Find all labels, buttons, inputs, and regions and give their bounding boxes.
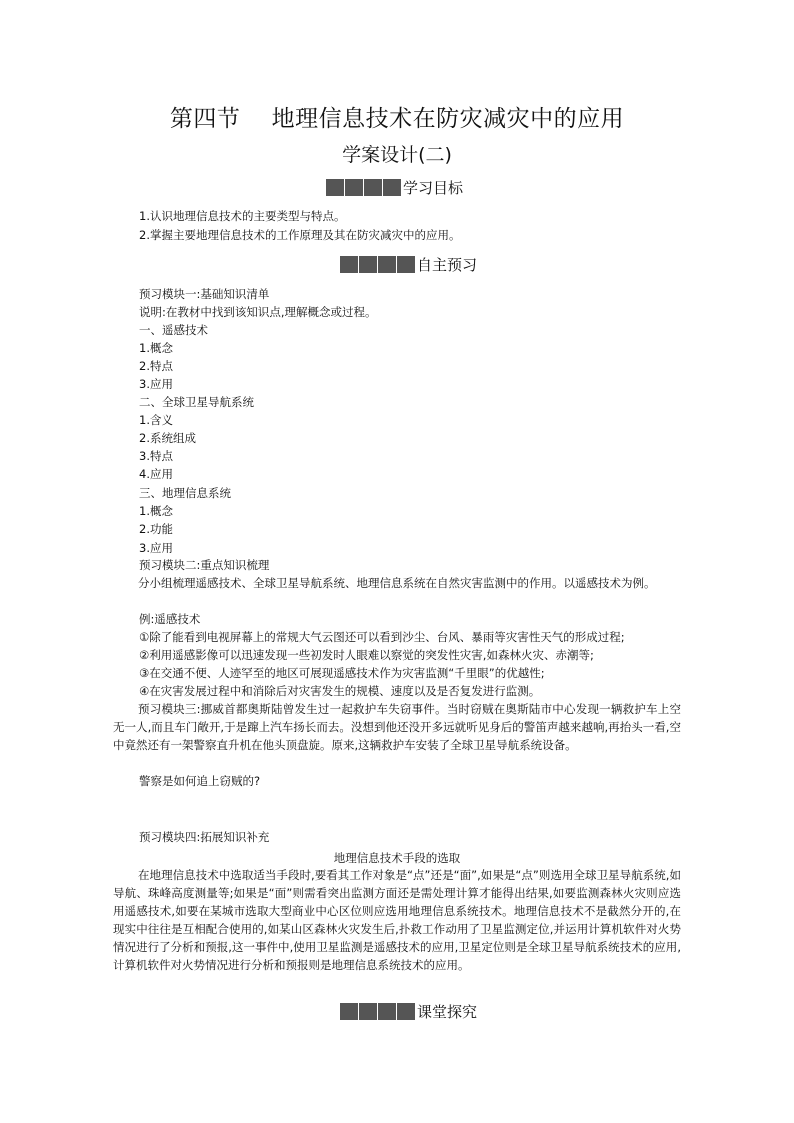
list-item: ④在灾害发展过程中和消除后对灾害发生的规模、速度以及是否复发进行监测。: [139, 684, 541, 698]
subsection-title: 地理信息技术手段的选取: [333, 851, 461, 865]
section-label: 自主预习: [417, 255, 478, 274]
topic-heading: 二、全球卫星导航系统: [139, 395, 254, 409]
module-heading: 预习模块一:基础知识清单: [139, 287, 270, 301]
example-label: 例:遥感技术: [139, 612, 201, 626]
module-heading: 预习模块二:重点知识梳理: [139, 558, 270, 572]
list-item: ①除了能看到电视屏幕上的常规大气云图还可以看到沙尘、台风、暴雨等灾害性天气的形成过程;: [139, 630, 625, 644]
goal-item: 2.掌握主要地理信息技术的工作原理及其在防灾减灾中的应用。: [139, 228, 461, 242]
paragraph: 分小组梳理遥感技术、全球卫星导航系统、地理信息系统在自然灾害监测中的作用。以遥感技术为例。: [138, 576, 656, 590]
section-label: 学习目标: [403, 178, 464, 197]
topic-item: 1.含义: [139, 413, 173, 427]
topic-item: 3.应用: [139, 541, 173, 555]
section-header-preview: [340, 254, 477, 274]
goal-item: 1.认识地理信息技术的主要类型与特点。: [139, 209, 346, 223]
section-header-explore: [340, 1001, 477, 1021]
list-item: ③在交通不便、人迹罕至的地区可展现遥感技术作为灾害监测“千里眼”的优越性;: [139, 666, 545, 680]
question-text: 警察是如何追上窃贼的?: [139, 774, 261, 788]
note-text: 说明:在教材中找到该知识点,理解概念或过程。: [139, 305, 377, 319]
paragraph: 预习模块三:挪威首都奥斯陆曾发生过一起救护车失窃事件。当时窃贼在奥斯陆市中心发现一辆救护车上空无一人,而且车门敞开,于是蹿上汽车扬长而去。没想到他还没开多远就听见身后的警笛声越来越响,再抬头一看,空中竟然还有一架警察直升机在他头顶盘旋。原来,这辆救护车安装了全球卫星导航系统设备。: [113, 702, 681, 752]
section-marker-icon: [326, 179, 401, 196]
topic-heading: 三、地理信息系统: [139, 486, 231, 500]
topic-item: 3.应用: [139, 377, 173, 391]
section-header-goals: [326, 177, 463, 197]
topic-heading: 一、遥感技术: [139, 323, 208, 337]
topic-item: 3.特点: [139, 449, 173, 463]
topic-item: 1.概念: [139, 341, 173, 355]
module-heading: 预习模块四:拓展知识补充: [139, 830, 270, 844]
topic-item: 2.功能: [139, 522, 173, 536]
section-marker-icon: [340, 1003, 415, 1020]
page-title: 第四节 地理信息技术在防灾减灾中的应用: [169, 106, 625, 132]
section-label: 课堂探究: [417, 1002, 478, 1021]
topic-item: 1.概念: [139, 504, 173, 518]
page-subtitle: 学案设计(二): [342, 144, 452, 166]
topic-item: 4.应用: [139, 467, 173, 481]
topic-item: 2.特点: [139, 359, 173, 373]
paragraph: 在地理信息技术中选取适当手段时,要看其工作对象是“点”还是“面”,如果是“点”则选用全球卫星导航系统,如导航、珠峰高度测量等;如果是“面”则需看突出监测方面还是需处理计算才能得出结果,如要监测森林火灾则应选用遥感技术,如要在某城市选取大型商业中心区位则应选用地理信息系统技术。地理信息技术不是截然分开的,在现实中往往是互相配合使用的,如某山区森林火灾发生后,扑救工作动用了卫星监测定位,并运用计算机软件对火势情况进行了分析和预报,这一事件中,使用卫星监测是遥感技术的应用,卫星定位则是全球卫星导航系统技术的应用,计算机软件对火势情况进行分析和预报则是地理信息系统技术的应用。: [113, 868, 681, 972]
list-item: ②利用遥感影像可以迅速发现一些初发时人眼难以察觉的突发性灾害,如森林火灾、赤潮等;: [139, 648, 594, 662]
section-marker-icon: [340, 256, 415, 273]
topic-item: 2.系统组成: [139, 431, 196, 445]
